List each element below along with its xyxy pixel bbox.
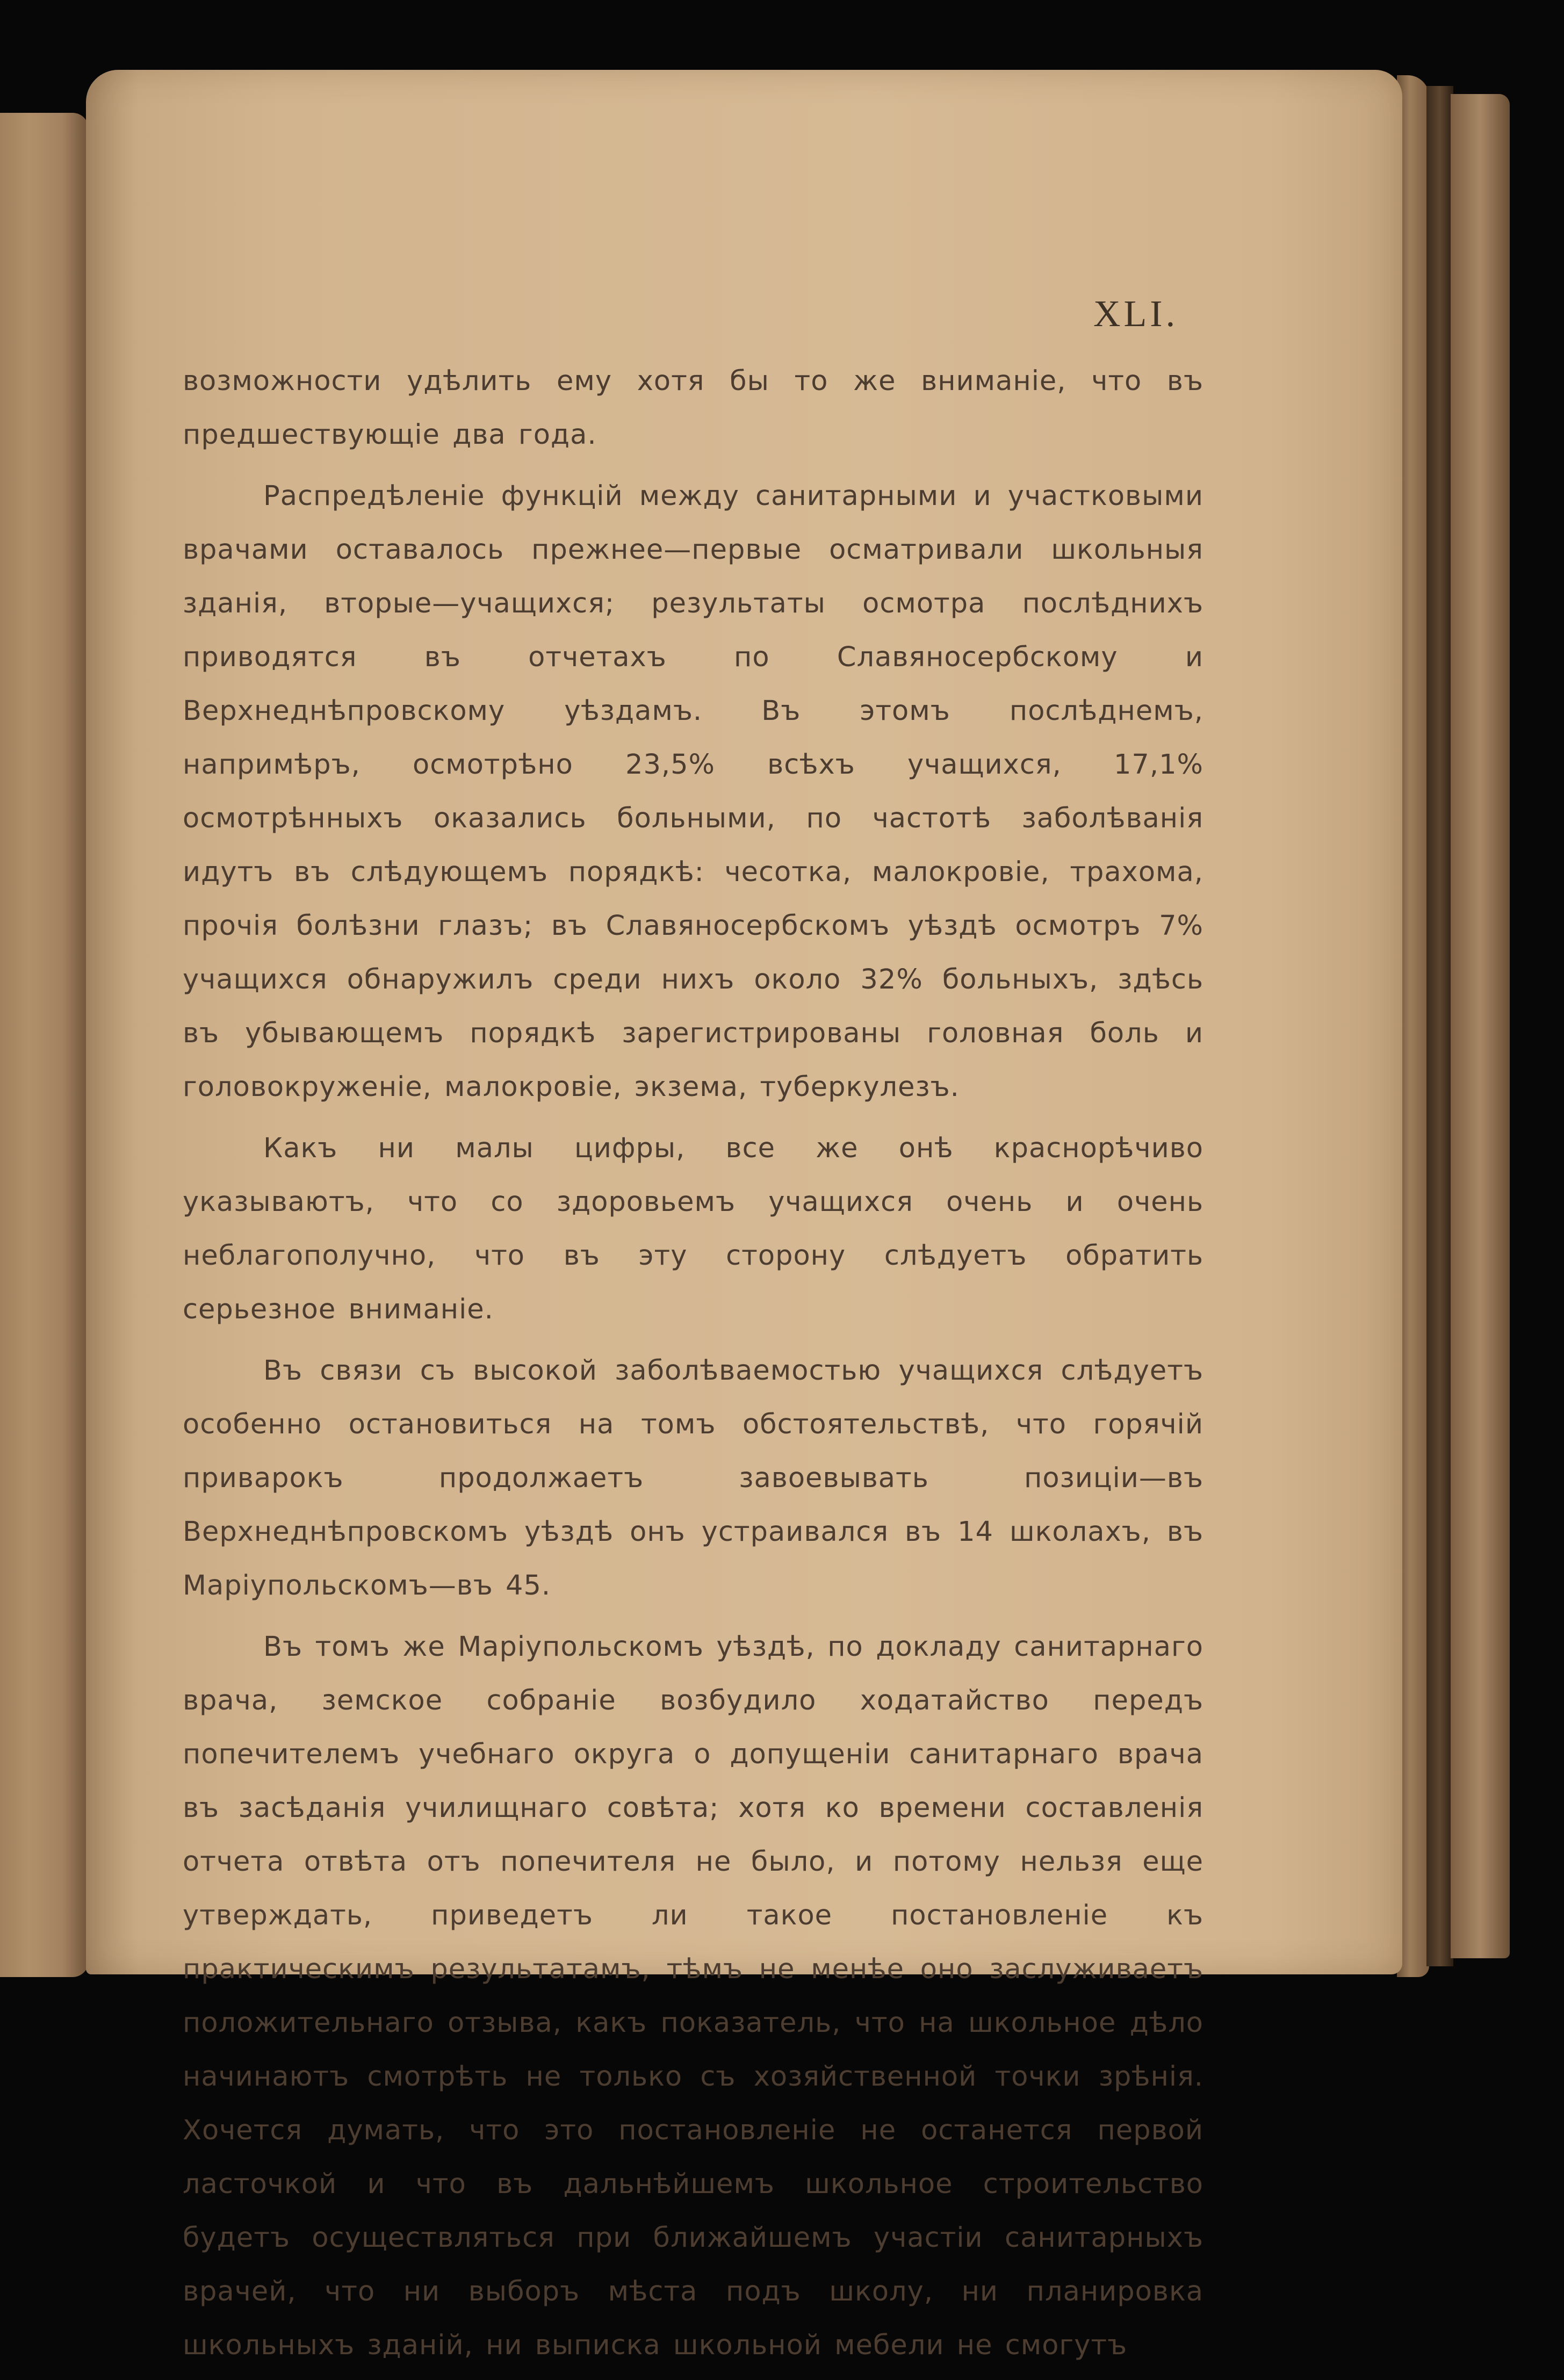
paragraph-2: Распредѣленіе функцій между санитарными и участковыми врачами оставалось прежнее—первые осматривали школьныя зданія, вторые—учащихся; результаты осмотра послѣднихъ приводятся въ отчетахъ по Славяносербскому и Верхнеднѣпровскому уѣздамъ. Въ этомъ послѣднемъ, напримѣръ, осмотрѣно 23,5% всѣхъ учащихся, 17,1% осмотрѣнныхъ оказались больными, по частотѣ заболѣванія идутъ въ слѣдующемъ порядкѣ: чесотка, малокровіе, трахома, прочія болѣзни глазъ; въ Славяносербскомъ уѣздѣ осмотръ 7% учащихся обнаружилъ среди нихъ около 32% больныхъ, здѣсь въ убывающемъ порядкѣ зарегистрированы головная боль и головокруженіе, малокровіе, экзема, туберкулезъ. [183,480,1203,1103]
paragraph-5: Въ томъ же Маріупольскомъ уѣздѣ, по докладу санитарнаго врача, земское собраніе возбудило ходатайство передъ попечителемъ учебнаго округа о допущеніи санитарнаго врача въ засѣданія училищнаго совѣта; хотя ко времени составленія отчета отвѣта отъ попечителя не было, и потому нельзя еще утверждать, приведетъ ли такое постановленіе къ практическимъ результатамъ, тѣмъ не менѣе оно заслуживаетъ положительнаго отзыва, какъ показатель, что на школьное дѣло начинаютъ смотрѣть не только съ хозяйственной точки зрѣнія. Хочется думать, что это постановленіе не останется первой ласточкой и что въ дальнѣйшемъ школьное строительство будетъ осуществляться при ближайшемъ участіи санитарныхъ врачей, что ни выборъ мѣста подъ школу, ни планировка школьныхъ зданій, ни выписка школьной мебели не смогутъ [183,1631,1203,2361]
paragraph-3: Какъ ни малы цифры, все же онѣ краснорѣчиво указываютъ, что со здоровьемъ учащихся очень и очень неблагополучно, что въ эту сторону слѣдуетъ обратить серьезное вниманіе. [183,1133,1203,1325]
paragraph-1: возможности удѣлить ему хотя бы то же вниманіе, что въ предшествующіе два года. [183,365,1203,451]
page-body [183,355,1203,2380]
paragraph-4: Въ связи съ высокой заболѣваемостью учащихся слѣдуетъ особенно остановиться на томъ обстоятельствѣ, что горячій приварокъ продолжаетъ завоевывать позиціи—въ Верхнеднѣпровскомъ уѣздѣ онъ устраивался въ 14 школахъ, въ Маріупольскомъ—въ 45. [183,1355,1203,1602]
left-page-edge [0,113,89,1977]
page-number: XLI. [1093,293,1179,335]
page-edge-shadow [1426,86,1453,1966]
book-cover-edge [1451,94,1510,1958]
